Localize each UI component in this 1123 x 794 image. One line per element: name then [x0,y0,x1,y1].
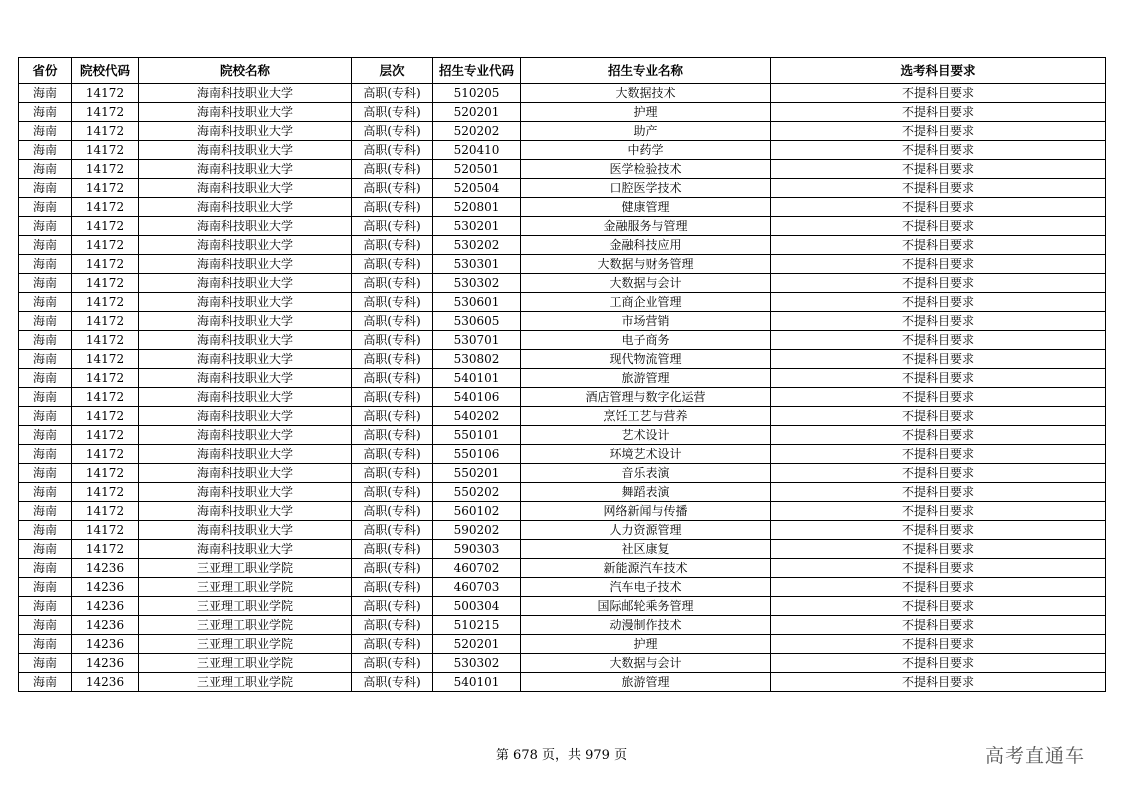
table-row [19,445,1106,464]
cell-school-code: 14172 [72,160,139,179]
cell-province: 海南 [19,388,72,407]
cell-school-code: 14172 [72,483,139,502]
table-row [19,578,1106,597]
table-row [19,369,1106,388]
table-row [19,160,1106,179]
cell-school-code: 14236 [72,654,139,673]
cell-level: 高职(专科) [352,236,433,255]
cell-school-code: 14172 [72,236,139,255]
cell-major-code: 520202 [433,122,521,141]
table-row [19,483,1106,502]
table-row [19,293,1106,312]
cell-province: 海南 [19,559,72,578]
cell-major-name: 酒店管理与数字化运营 [521,388,771,407]
table-row [19,312,1106,331]
cell-level: 高职(专科) [352,597,433,616]
cell-province: 海南 [19,521,72,540]
cell-province: 海南 [19,236,72,255]
cell-school-name: 海南科技职业大学 [139,407,352,426]
cell-major-code: 540101 [433,369,521,388]
cell-major-code: 590303 [433,540,521,559]
header-province: 省份 [19,58,72,84]
cell-major-code: 530605 [433,312,521,331]
cell-subject-requirement: 不提科目要求 [771,141,1106,160]
cell-major-code: 530202 [433,236,521,255]
cell-province: 海南 [19,673,72,692]
table-body [19,84,1106,692]
cell-school-name: 海南科技职业大学 [139,198,352,217]
cell-major-code: 530302 [433,654,521,673]
cell-school-name: 海南科技职业大学 [139,84,352,103]
cell-school-name: 海南科技职业大学 [139,255,352,274]
cell-level: 高职(专科) [352,578,433,597]
cell-subject-requirement: 不提科目要求 [771,274,1106,293]
cell-subject-requirement: 不提科目要求 [771,483,1106,502]
cell-subject-requirement: 不提科目要求 [771,616,1106,635]
table-row [19,217,1106,236]
cell-subject-requirement: 不提科目要求 [771,236,1106,255]
cell-major-name: 音乐表演 [521,464,771,483]
header-subject-requirement: 选考科目要求 [771,58,1106,84]
cell-school-name: 三亚理工职业学院 [139,578,352,597]
admission-table [18,57,1106,692]
cell-major-code: 520801 [433,198,521,217]
cell-school-code: 14236 [72,635,139,654]
cell-school-name: 海南科技职业大学 [139,388,352,407]
watermark-logo-text: 高考直通车 [985,745,1086,767]
cell-level: 高职(专科) [352,84,433,103]
cell-school-name: 海南科技职业大学 [139,217,352,236]
cell-level: 高职(专科) [352,122,433,141]
cell-school-code: 14172 [72,426,139,445]
cell-level: 高职(专科) [352,559,433,578]
cell-school-code: 14172 [72,103,139,122]
cell-province: 海南 [19,312,72,331]
cell-school-name: 海南科技职业大学 [139,483,352,502]
cell-level: 高职(专科) [352,369,433,388]
cell-subject-requirement: 不提科目要求 [771,331,1106,350]
cell-major-code: 520501 [433,160,521,179]
cell-level: 高职(专科) [352,502,433,521]
cell-level: 高职(专科) [352,635,433,654]
cell-school-name: 海南科技职业大学 [139,293,352,312]
cell-major-code: 540106 [433,388,521,407]
cell-province: 海南 [19,635,72,654]
cell-school-code: 14172 [72,312,139,331]
cell-school-code: 14172 [72,445,139,464]
cell-major-code: 530301 [433,255,521,274]
cell-province: 海南 [19,654,72,673]
cell-major-name: 环境艺术设计 [521,445,771,464]
cell-subject-requirement: 不提科目要求 [771,293,1106,312]
cell-province: 海南 [19,331,72,350]
cell-major-name: 人力资源管理 [521,521,771,540]
cell-school-code: 14172 [72,521,139,540]
header-school-name: 院校名称 [139,58,352,84]
cell-major-code: 530201 [433,217,521,236]
cell-major-name: 市场营销 [521,312,771,331]
header-major-name: 招生专业名称 [521,58,771,84]
cell-school-code: 14236 [72,578,139,597]
cell-major-code: 520410 [433,141,521,160]
cell-province: 海南 [19,483,72,502]
cell-major-name: 护理 [521,635,771,654]
cell-major-name: 大数据与财务管理 [521,255,771,274]
cell-level: 高职(专科) [352,426,433,445]
cell-school-code: 14172 [72,293,139,312]
cell-level: 高职(专科) [352,160,433,179]
cell-school-name: 三亚理工职业学院 [139,673,352,692]
cell-major-code: 460702 [433,559,521,578]
cell-subject-requirement: 不提科目要求 [771,597,1106,616]
cell-province: 海南 [19,274,72,293]
cell-level: 高职(专科) [352,141,433,160]
cell-major-name: 护理 [521,103,771,122]
cell-major-code: 590202 [433,521,521,540]
cell-school-name: 三亚理工职业学院 [139,559,352,578]
cell-level: 高职(专科) [352,255,433,274]
page-number: 第 678 页，共 979 页 [495,748,628,763]
cell-level: 高职(专科) [352,217,433,236]
cell-school-name: 海南科技职业大学 [139,350,352,369]
cell-level: 高职(专科) [352,673,433,692]
cell-major-name: 口腔医学技术 [521,179,771,198]
cell-major-name: 现代物流管理 [521,350,771,369]
cell-subject-requirement: 不提科目要求 [771,179,1106,198]
table-row [19,540,1106,559]
cell-school-code: 14172 [72,198,139,217]
table-row [19,350,1106,369]
cell-level: 高职(专科) [352,350,433,369]
cell-school-code: 14236 [72,559,139,578]
cell-major-code: 520504 [433,179,521,198]
cell-major-name: 旅游管理 [521,369,771,388]
cell-school-name: 海南科技职业大学 [139,540,352,559]
cell-school-code: 14172 [72,179,139,198]
header-school-code: 院校代码 [72,58,139,84]
table-row [19,236,1106,255]
cell-province: 海南 [19,502,72,521]
cell-school-name: 三亚理工职业学院 [139,635,352,654]
cell-subject-requirement: 不提科目要求 [771,217,1106,236]
cell-level: 高职(专科) [352,388,433,407]
cell-province: 海南 [19,578,72,597]
cell-school-name: 海南科技职业大学 [139,426,352,445]
table-row [19,559,1106,578]
cell-major-name: 工商企业管理 [521,293,771,312]
table-row [19,597,1106,616]
cell-major-name: 网络新闻与传播 [521,502,771,521]
cell-major-name: 健康管理 [521,198,771,217]
cell-level: 高职(专科) [352,331,433,350]
cell-major-name: 舞蹈表演 [521,483,771,502]
cell-province: 海南 [19,616,72,635]
cell-major-code: 460703 [433,578,521,597]
table-row [19,654,1106,673]
header-level: 层次 [352,58,433,84]
cell-province: 海南 [19,350,72,369]
cell-school-name: 海南科技职业大学 [139,445,352,464]
cell-province: 海南 [19,464,72,483]
table-row [19,407,1106,426]
cell-school-name: 海南科技职业大学 [139,464,352,483]
cell-major-name: 新能源汽车技术 [521,559,771,578]
cell-school-name: 海南科技职业大学 [139,369,352,388]
cell-level: 高职(专科) [352,274,433,293]
cell-major-code: 520201 [433,635,521,654]
cell-school-name: 海南科技职业大学 [139,141,352,160]
cell-major-name: 旅游管理 [521,673,771,692]
cell-school-code: 14172 [72,84,139,103]
cell-school-name: 三亚理工职业学院 [139,654,352,673]
cell-subject-requirement: 不提科目要求 [771,578,1106,597]
cell-level: 高职(专科) [352,445,433,464]
table-row [19,255,1106,274]
cell-subject-requirement: 不提科目要求 [771,445,1106,464]
cell-major-name: 动漫制作技术 [521,616,771,635]
cell-major-name: 助产 [521,122,771,141]
table-row [19,103,1106,122]
table-row [19,521,1106,540]
cell-school-code: 14172 [72,502,139,521]
cell-province: 海南 [19,160,72,179]
cell-province: 海南 [19,198,72,217]
cell-major-code: 560102 [433,502,521,521]
cell-province: 海南 [19,122,72,141]
cell-province: 海南 [19,293,72,312]
cell-major-name: 金融科技应用 [521,236,771,255]
cell-major-code: 550201 [433,464,521,483]
cell-major-code: 530302 [433,274,521,293]
cell-level: 高职(专科) [352,103,433,122]
cell-subject-requirement: 不提科目要求 [771,426,1106,445]
cell-subject-requirement: 不提科目要求 [771,559,1106,578]
table-row [19,141,1106,160]
cell-major-code: 500304 [433,597,521,616]
cell-subject-requirement: 不提科目要求 [771,84,1106,103]
cell-major-code: 510205 [433,84,521,103]
cell-level: 高职(专科) [352,312,433,331]
cell-province: 海南 [19,141,72,160]
cell-province: 海南 [19,179,72,198]
cell-school-code: 14172 [72,369,139,388]
cell-level: 高职(专科) [352,521,433,540]
cell-school-code: 14172 [72,122,139,141]
cell-school-name: 海南科技职业大学 [139,331,352,350]
table-row [19,331,1106,350]
cell-major-code: 520201 [433,103,521,122]
cell-major-name: 中药学 [521,141,771,160]
cell-province: 海南 [19,369,72,388]
cell-major-name: 烹饪工艺与营养 [521,407,771,426]
cell-major-code: 550106 [433,445,521,464]
table-row [19,122,1106,141]
cell-subject-requirement: 不提科目要求 [771,369,1106,388]
cell-subject-requirement: 不提科目要求 [771,635,1106,654]
cell-major-name: 社区康复 [521,540,771,559]
cell-level: 高职(专科) [352,407,433,426]
cell-school-name: 海南科技职业大学 [139,179,352,198]
cell-province: 海南 [19,255,72,274]
cell-school-name: 海南科技职业大学 [139,236,352,255]
cell-level: 高职(专科) [352,179,433,198]
cell-school-name: 海南科技职业大学 [139,312,352,331]
cell-major-name: 汽车电子技术 [521,578,771,597]
cell-major-name: 金融服务与管理 [521,217,771,236]
table-row [19,198,1106,217]
cell-province: 海南 [19,407,72,426]
cell-major-code: 550101 [433,426,521,445]
cell-major-code: 550202 [433,483,521,502]
table-row [19,464,1106,483]
cell-subject-requirement: 不提科目要求 [771,464,1106,483]
cell-subject-requirement: 不提科目要求 [771,255,1106,274]
table-header-row [19,58,1106,84]
cell-school-name: 三亚理工职业学院 [139,597,352,616]
cell-subject-requirement: 不提科目要求 [771,103,1106,122]
cell-major-name: 艺术设计 [521,426,771,445]
cell-major-code: 530701 [433,331,521,350]
cell-school-code: 14236 [72,673,139,692]
cell-province: 海南 [19,445,72,464]
cell-school-code: 14172 [72,217,139,236]
cell-level: 高职(专科) [352,293,433,312]
cell-level: 高职(专科) [352,540,433,559]
cell-school-code: 14172 [72,331,139,350]
cell-subject-requirement: 不提科目要求 [771,540,1106,559]
cell-school-name: 海南科技职业大学 [139,160,352,179]
cell-province: 海南 [19,540,72,559]
cell-school-code: 14236 [72,616,139,635]
cell-major-code: 510215 [433,616,521,635]
cell-major-code: 540101 [433,673,521,692]
cell-school-code: 14172 [72,388,139,407]
cell-province: 海南 [19,84,72,103]
table-row [19,502,1106,521]
cell-subject-requirement: 不提科目要求 [771,407,1106,426]
table-row [19,426,1106,445]
cell-subject-requirement: 不提科目要求 [771,673,1106,692]
cell-level: 高职(专科) [352,654,433,673]
cell-school-name: 海南科技职业大学 [139,103,352,122]
cell-school-name: 海南科技职业大学 [139,274,352,293]
cell-school-code: 14172 [72,350,139,369]
cell-subject-requirement: 不提科目要求 [771,521,1106,540]
table-row [19,673,1106,692]
cell-province: 海南 [19,597,72,616]
table-row [19,179,1106,198]
cell-province: 海南 [19,426,72,445]
table-row [19,616,1106,635]
cell-school-code: 14172 [72,255,139,274]
cell-major-name: 医学检验技术 [521,160,771,179]
cell-school-code: 14172 [72,407,139,426]
cell-subject-requirement: 不提科目要求 [771,350,1106,369]
cell-school-code: 14172 [72,274,139,293]
cell-subject-requirement: 不提科目要求 [771,122,1106,141]
cell-subject-requirement: 不提科目要求 [771,312,1106,331]
cell-major-code: 530601 [433,293,521,312]
cell-major-name: 国际邮轮乘务管理 [521,597,771,616]
cell-school-code: 14172 [72,141,139,160]
cell-province: 海南 [19,217,72,236]
cell-subject-requirement: 不提科目要求 [771,198,1106,217]
cell-subject-requirement: 不提科目要求 [771,160,1106,179]
cell-province: 海南 [19,103,72,122]
cell-school-name: 三亚理工职业学院 [139,616,352,635]
table-row [19,84,1106,103]
cell-level: 高职(专科) [352,616,433,635]
cell-school-code: 14236 [72,597,139,616]
cell-school-code: 14172 [72,464,139,483]
table-row [19,635,1106,654]
table-row [19,274,1106,293]
cell-level: 高职(专科) [352,198,433,217]
cell-subject-requirement: 不提科目要求 [771,388,1106,407]
header-major-code: 招生专业代码 [433,58,521,84]
cell-school-code: 14172 [72,540,139,559]
cell-level: 高职(专科) [352,483,433,502]
cell-school-name: 海南科技职业大学 [139,521,352,540]
cell-major-name: 大数据技术 [521,84,771,103]
table-row [19,388,1106,407]
cell-major-name: 大数据与会计 [521,274,771,293]
cell-school-name: 海南科技职业大学 [139,502,352,521]
cell-major-name: 大数据与会计 [521,654,771,673]
cell-major-code: 540202 [433,407,521,426]
cell-subject-requirement: 不提科目要求 [771,654,1106,673]
cell-level: 高职(专科) [352,464,433,483]
cell-school-name: 海南科技职业大学 [139,122,352,141]
cell-major-code: 530802 [433,350,521,369]
cell-subject-requirement: 不提科目要求 [771,502,1106,521]
cell-major-name: 电子商务 [521,331,771,350]
